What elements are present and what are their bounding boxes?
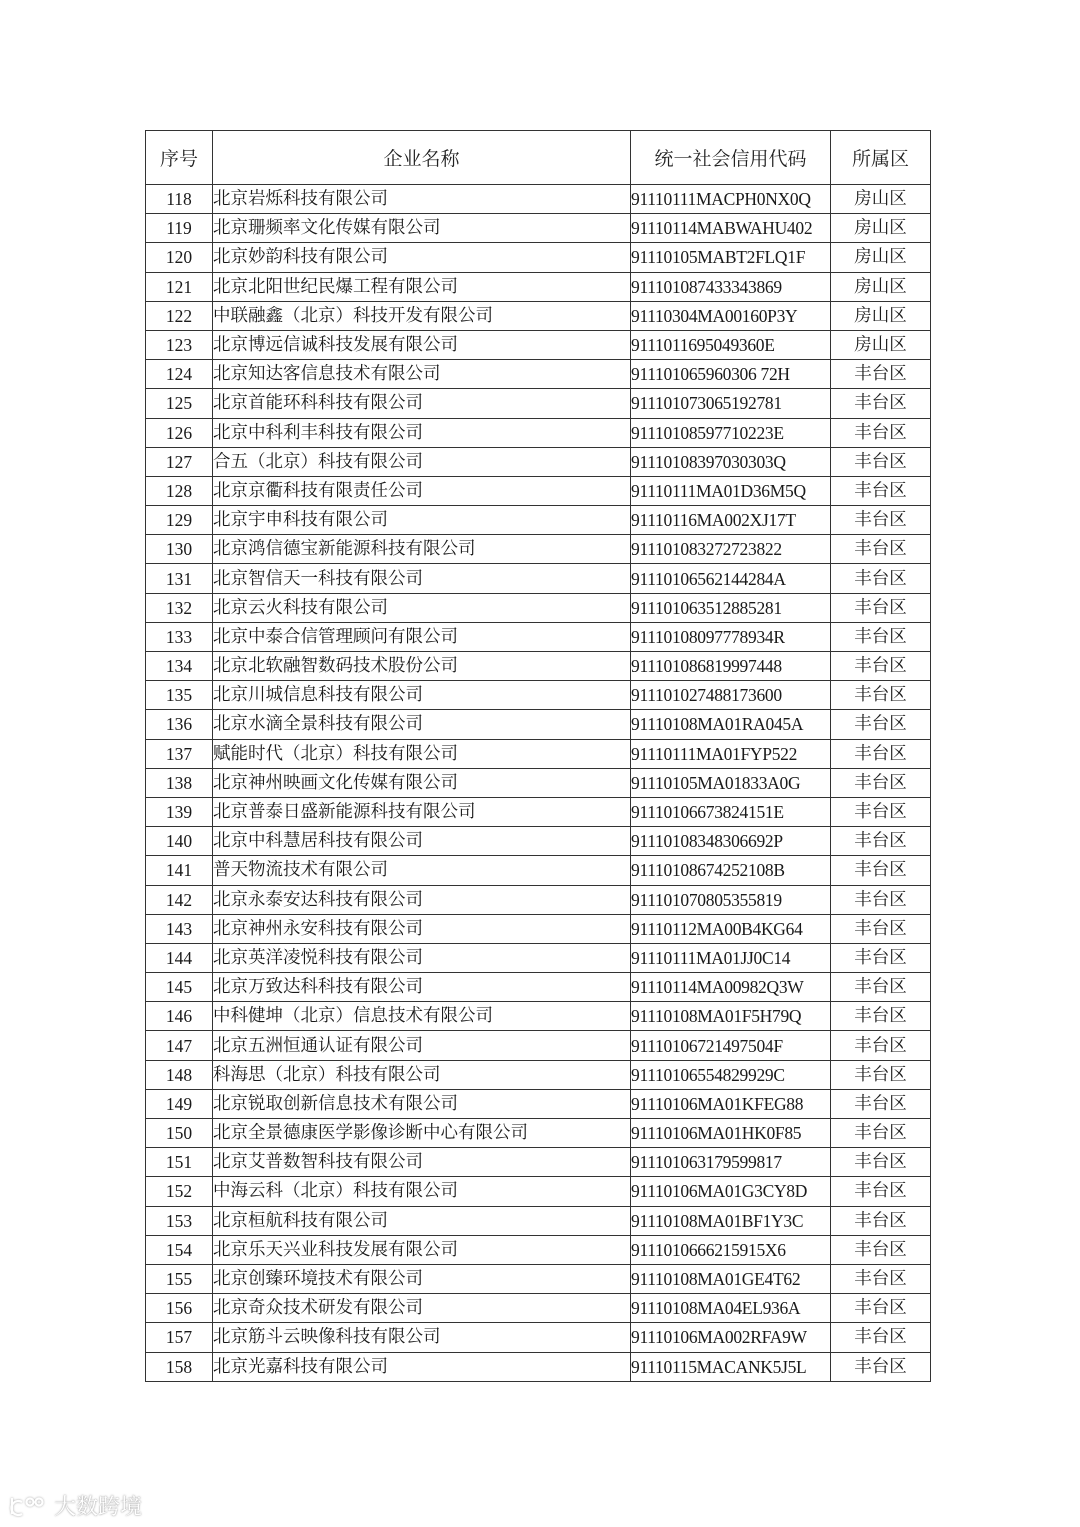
row-company-name: 北京珊频率文化传媒有限公司 bbox=[213, 214, 631, 243]
row-company-name: 北京首能环科科技有限公司 bbox=[213, 389, 631, 418]
row-index: 141 bbox=[146, 856, 213, 885]
table-row bbox=[146, 797, 931, 826]
row-index: 131 bbox=[146, 564, 213, 593]
row-index: 154 bbox=[146, 1235, 213, 1264]
row-company-name: 北京博远信诚科技发展有限公司 bbox=[213, 330, 631, 359]
row-district: 丰台区 bbox=[831, 1031, 931, 1060]
row-index: 150 bbox=[146, 1119, 213, 1148]
header-credit-code: 统一社会信用代码 bbox=[631, 131, 831, 185]
header-index: 序号 bbox=[146, 131, 213, 185]
row-credit-code: 911101063179599817 bbox=[631, 1148, 831, 1177]
row-credit-code: 91110108397030303Q bbox=[631, 447, 831, 476]
row-credit-code: 91110106MA01HK0F85 bbox=[631, 1119, 831, 1148]
watermark-text: 大数跨境 bbox=[54, 1495, 143, 1520]
table-row bbox=[146, 243, 931, 272]
row-company-name: 北京艾普数智科技有限公司 bbox=[213, 1148, 631, 1177]
row-credit-code: 91110106721497504F bbox=[631, 1031, 831, 1060]
table-row bbox=[146, 1235, 931, 1264]
row-company-name: 中海云科（北京）科技有限公司 bbox=[213, 1177, 631, 1206]
table-row bbox=[146, 214, 931, 243]
row-index: 121 bbox=[146, 272, 213, 301]
row-index: 130 bbox=[146, 535, 213, 564]
table-row bbox=[146, 506, 931, 535]
row-company-name: 科海思（北京）科技有限公司 bbox=[213, 1060, 631, 1089]
table-row bbox=[146, 535, 931, 564]
row-index: 132 bbox=[146, 593, 213, 622]
row-company-name: 中联融鑫（北京）科技开发有限公司 bbox=[213, 301, 631, 330]
row-index: 158 bbox=[146, 1352, 213, 1381]
row-company-name: 北京川城信息科技有限公司 bbox=[213, 681, 631, 710]
row-credit-code: 91110106562144284A bbox=[631, 564, 831, 593]
row-company-name: 北京中科慧居科技有限公司 bbox=[213, 827, 631, 856]
row-credit-code: 91110105MABT2FLQ1F bbox=[631, 243, 831, 272]
row-index: 156 bbox=[146, 1294, 213, 1323]
table-row bbox=[146, 652, 931, 681]
table-row bbox=[146, 622, 931, 651]
row-credit-code: 91110108348306692P bbox=[631, 827, 831, 856]
row-company-name: 北京中科利丰科技有限公司 bbox=[213, 418, 631, 447]
table-row bbox=[146, 943, 931, 972]
row-company-name: 北京水滴全景科技有限公司 bbox=[213, 710, 631, 739]
row-index: 139 bbox=[146, 797, 213, 826]
row-district: 丰台区 bbox=[831, 1119, 931, 1148]
row-district: 丰台区 bbox=[831, 1323, 931, 1352]
row-index: 144 bbox=[146, 943, 213, 972]
row-index: 123 bbox=[146, 330, 213, 359]
table-row bbox=[146, 1002, 931, 1031]
row-district: 丰台区 bbox=[831, 389, 931, 418]
row-index: 126 bbox=[146, 418, 213, 447]
row-district: 房山区 bbox=[831, 185, 931, 214]
row-credit-code: 91110106MA01KFEG88 bbox=[631, 1089, 831, 1118]
row-company-name: 北京宇申科技有限公司 bbox=[213, 506, 631, 535]
table-row bbox=[146, 1294, 931, 1323]
row-company-name: 北京奇众技术研发有限公司 bbox=[213, 1294, 631, 1323]
table-row bbox=[146, 1089, 931, 1118]
row-credit-code: 9111011695049360E bbox=[631, 330, 831, 359]
row-company-name: 北京光嘉科技有限公司 bbox=[213, 1352, 631, 1381]
row-company-name: 合五（北京）科技有限公司 bbox=[213, 447, 631, 476]
row-district: 丰台区 bbox=[831, 943, 931, 972]
row-company-name: 北京神州映画文化传媒有限公司 bbox=[213, 768, 631, 797]
table-row bbox=[146, 1148, 931, 1177]
row-index: 129 bbox=[146, 506, 213, 535]
row-company-name: 赋能时代（北京）科技有限公司 bbox=[213, 739, 631, 768]
table-body bbox=[146, 185, 931, 1382]
row-credit-code: 91110111MA01D36M5Q bbox=[631, 476, 831, 505]
row-company-name: 北京北阳世纪民爆工程有限公司 bbox=[213, 272, 631, 301]
row-index: 133 bbox=[146, 622, 213, 651]
row-credit-code: 911101086819997448 bbox=[631, 652, 831, 681]
row-district: 丰台区 bbox=[831, 739, 931, 768]
row-district: 丰台区 bbox=[831, 447, 931, 476]
row-district: 丰台区 bbox=[831, 973, 931, 1002]
row-credit-code: 91110116MA002XJ17T bbox=[631, 506, 831, 535]
row-company-name: 北京知达客信息技术有限公司 bbox=[213, 360, 631, 389]
row-district: 丰台区 bbox=[831, 360, 931, 389]
row-index: 145 bbox=[146, 973, 213, 1002]
table-row bbox=[146, 1206, 931, 1235]
row-index: 128 bbox=[146, 476, 213, 505]
table-row bbox=[146, 301, 931, 330]
row-credit-code: 91110108MA01F5H79Q bbox=[631, 1002, 831, 1031]
table-row bbox=[146, 1060, 931, 1089]
row-index: 122 bbox=[146, 301, 213, 330]
row-district: 房山区 bbox=[831, 330, 931, 359]
row-district: 丰台区 bbox=[831, 418, 931, 447]
kuajing-logo-icon bbox=[8, 1494, 48, 1518]
table-row bbox=[146, 1264, 931, 1293]
row-company-name: 北京五洲恒通认证有限公司 bbox=[213, 1031, 631, 1060]
row-credit-code: 91110105MA01833A0G bbox=[631, 768, 831, 797]
row-index: 146 bbox=[146, 1002, 213, 1031]
row-index: 125 bbox=[146, 389, 213, 418]
row-company-name: 北京妙韵科技有限公司 bbox=[213, 243, 631, 272]
table-row bbox=[146, 272, 931, 301]
row-company-name: 中科健坤（北京）信息技术有限公司 bbox=[213, 1002, 631, 1031]
row-credit-code: 91110106554829929C bbox=[631, 1060, 831, 1089]
table-row bbox=[146, 739, 931, 768]
row-credit-code: 911101087433343869 bbox=[631, 272, 831, 301]
header-district: 所属区 bbox=[831, 131, 931, 185]
row-credit-code: 9111010666215915X6 bbox=[631, 1235, 831, 1264]
row-index: 140 bbox=[146, 827, 213, 856]
table-row bbox=[146, 681, 931, 710]
row-district: 丰台区 bbox=[831, 1177, 931, 1206]
row-index: 124 bbox=[146, 360, 213, 389]
row-credit-code: 91110111MACPH0NX0Q bbox=[631, 185, 831, 214]
row-company-name: 北京神州永安科技有限公司 bbox=[213, 914, 631, 943]
row-index: 119 bbox=[146, 214, 213, 243]
row-credit-code: 911101065960306 72H bbox=[631, 360, 831, 389]
table-row bbox=[146, 1177, 931, 1206]
row-district: 房山区 bbox=[831, 301, 931, 330]
row-district: 丰台区 bbox=[831, 1148, 931, 1177]
table-row bbox=[146, 330, 931, 359]
row-district: 房山区 bbox=[831, 214, 931, 243]
company-list-table bbox=[145, 130, 931, 1382]
row-district: 丰台区 bbox=[831, 476, 931, 505]
table-row bbox=[146, 564, 931, 593]
row-credit-code: 91110108MA04EL936A bbox=[631, 1294, 831, 1323]
row-credit-code: 91110106673824151E bbox=[631, 797, 831, 826]
table-row bbox=[146, 1352, 931, 1381]
table-row bbox=[146, 914, 931, 943]
table-row bbox=[146, 185, 931, 214]
row-credit-code: 91110108597710223E bbox=[631, 418, 831, 447]
table-row bbox=[146, 389, 931, 418]
row-index: 120 bbox=[146, 243, 213, 272]
row-index: 148 bbox=[146, 1060, 213, 1089]
row-credit-code: 91110106MA01G3CY8D bbox=[631, 1177, 831, 1206]
row-district: 丰台区 bbox=[831, 1002, 931, 1031]
row-index: 127 bbox=[146, 447, 213, 476]
watermark bbox=[8, 1490, 142, 1521]
row-district: 丰台区 bbox=[831, 914, 931, 943]
row-district: 房山区 bbox=[831, 272, 931, 301]
table-row bbox=[146, 418, 931, 447]
header-company-name: 企业名称 bbox=[213, 131, 631, 185]
row-credit-code: 91110304MA00160P3Y bbox=[631, 301, 831, 330]
row-company-name: 北京英洋凌悦科技有限公司 bbox=[213, 943, 631, 972]
row-district: 丰台区 bbox=[831, 768, 931, 797]
table-row bbox=[146, 768, 931, 797]
table-row bbox=[146, 447, 931, 476]
row-index: 147 bbox=[146, 1031, 213, 1060]
row-credit-code: 911101083272723822 bbox=[631, 535, 831, 564]
row-district: 丰台区 bbox=[831, 535, 931, 564]
row-credit-code: 91110114MA00982Q3W bbox=[631, 973, 831, 1002]
row-company-name: 北京桓航科技有限公司 bbox=[213, 1206, 631, 1235]
row-company-name: 北京创臻环境技术有限公司 bbox=[213, 1264, 631, 1293]
row-index: 153 bbox=[146, 1206, 213, 1235]
row-credit-code: 91110108674252108B bbox=[631, 856, 831, 885]
row-company-name: 北京中泰合信管理顾问有限公司 bbox=[213, 622, 631, 651]
row-index: 149 bbox=[146, 1089, 213, 1118]
row-district: 丰台区 bbox=[831, 1352, 931, 1381]
row-company-name: 北京普泰日盛新能源科技有限公司 bbox=[213, 797, 631, 826]
table-row bbox=[146, 1031, 931, 1060]
row-index: 138 bbox=[146, 768, 213, 797]
row-district: 丰台区 bbox=[831, 1294, 931, 1323]
row-company-name: 北京全景德康医学影像诊断中心有限公司 bbox=[213, 1119, 631, 1148]
row-credit-code: 91110108MA01RA045A bbox=[631, 710, 831, 739]
row-index: 157 bbox=[146, 1323, 213, 1352]
row-index: 135 bbox=[146, 681, 213, 710]
row-company-name: 北京万致达科科技有限公司 bbox=[213, 973, 631, 1002]
row-credit-code: 91110108MA01GE4T62 bbox=[631, 1264, 831, 1293]
row-credit-code: 91110115MACANK5J5L bbox=[631, 1352, 831, 1381]
row-district: 丰台区 bbox=[831, 797, 931, 826]
row-district: 丰台区 bbox=[831, 1206, 931, 1235]
row-index: 136 bbox=[146, 710, 213, 739]
table-header-row bbox=[146, 131, 931, 185]
row-district: 丰台区 bbox=[831, 564, 931, 593]
table-row bbox=[146, 710, 931, 739]
row-company-name: 普天物流技术有限公司 bbox=[213, 856, 631, 885]
row-company-name: 北京锐取创新信息技术有限公司 bbox=[213, 1089, 631, 1118]
table-row bbox=[146, 360, 931, 389]
row-credit-code: 911101070805355819 bbox=[631, 885, 831, 914]
table-row bbox=[146, 1323, 931, 1352]
row-index: 137 bbox=[146, 739, 213, 768]
row-company-name: 北京云火科技有限公司 bbox=[213, 593, 631, 622]
table-row bbox=[146, 973, 931, 1002]
row-company-name: 北京岩烁科技有限公司 bbox=[213, 185, 631, 214]
row-company-name: 北京北软融智数码技术股份公司 bbox=[213, 652, 631, 681]
row-district: 丰台区 bbox=[831, 1060, 931, 1089]
table-row bbox=[146, 476, 931, 505]
row-district: 丰台区 bbox=[831, 622, 931, 651]
row-index: 143 bbox=[146, 914, 213, 943]
row-district: 丰台区 bbox=[831, 1089, 931, 1118]
row-credit-code: 91110106MA002RFA9W bbox=[631, 1323, 831, 1352]
table-row bbox=[146, 885, 931, 914]
table-row bbox=[146, 593, 931, 622]
row-district: 丰台区 bbox=[831, 856, 931, 885]
row-district: 丰台区 bbox=[831, 1235, 931, 1264]
row-credit-code: 91110108MA01BF1Y3C bbox=[631, 1206, 831, 1235]
row-company-name: 北京永泰安达科技有限公司 bbox=[213, 885, 631, 914]
row-credit-code: 91110111MA01FYP522 bbox=[631, 739, 831, 768]
row-district: 丰台区 bbox=[831, 506, 931, 535]
row-district: 丰台区 bbox=[831, 652, 931, 681]
row-index: 151 bbox=[146, 1148, 213, 1177]
row-index: 155 bbox=[146, 1264, 213, 1293]
row-credit-code: 91110114MABWAHU402 bbox=[631, 214, 831, 243]
row-district: 丰台区 bbox=[831, 593, 931, 622]
row-district: 丰台区 bbox=[831, 710, 931, 739]
row-credit-code: 91110112MA00B4KG64 bbox=[631, 914, 831, 943]
row-company-name: 北京筋斗云映像科技有限公司 bbox=[213, 1323, 631, 1352]
row-company-name: 北京智信天一科技有限公司 bbox=[213, 564, 631, 593]
row-district: 房山区 bbox=[831, 243, 931, 272]
row-district: 丰台区 bbox=[831, 1264, 931, 1293]
row-district: 丰台区 bbox=[831, 885, 931, 914]
row-credit-code: 911101027488173600 bbox=[631, 681, 831, 710]
table-row bbox=[146, 827, 931, 856]
row-credit-code: 91110111MA01JJ0C14 bbox=[631, 943, 831, 972]
row-index: 142 bbox=[146, 885, 213, 914]
row-company-name: 北京乐天兴业科技发展有限公司 bbox=[213, 1235, 631, 1264]
table-row bbox=[146, 856, 931, 885]
row-district: 丰台区 bbox=[831, 827, 931, 856]
row-company-name: 北京京衢科技有限责任公司 bbox=[213, 476, 631, 505]
row-district: 丰台区 bbox=[831, 681, 931, 710]
table-row bbox=[146, 1119, 931, 1148]
row-credit-code: 911101063512885281 bbox=[631, 593, 831, 622]
row-index: 134 bbox=[146, 652, 213, 681]
row-company-name: 北京鸿信德宝新能源科技有限公司 bbox=[213, 535, 631, 564]
row-credit-code: 911101073065192781 bbox=[631, 389, 831, 418]
row-credit-code: 91110108097778934R bbox=[631, 622, 831, 651]
row-index: 118 bbox=[146, 185, 213, 214]
row-index: 152 bbox=[146, 1177, 213, 1206]
